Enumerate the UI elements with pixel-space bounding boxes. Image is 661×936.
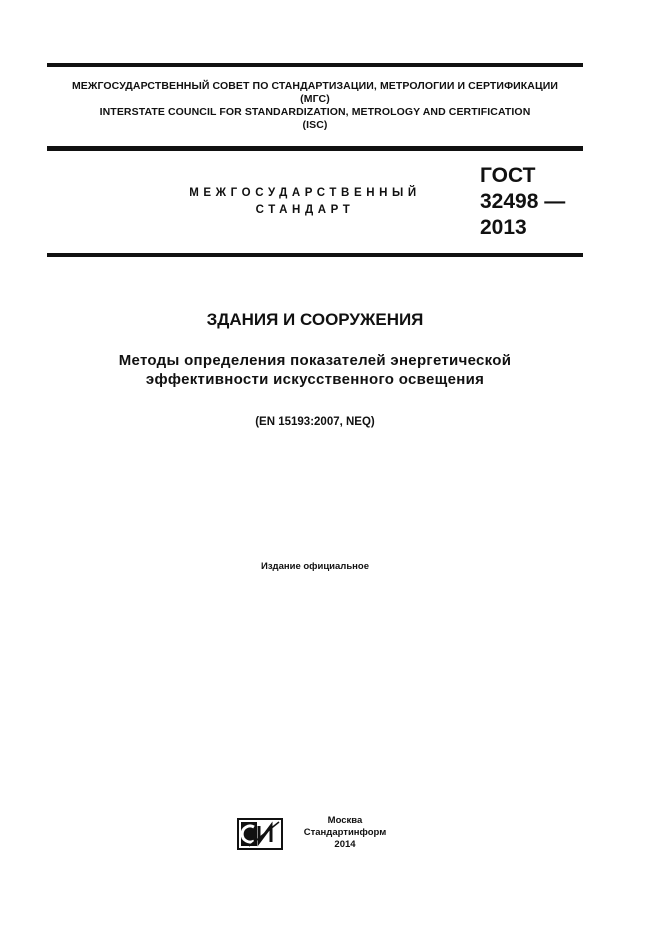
council-header [47, 80, 583, 132]
subtitle-line2: эффективности искусственного освещения [145, 371, 485, 388]
publisher-city: Москва [327, 815, 363, 826]
top-rule [47, 63, 583, 67]
standard-code: ГОСТ [480, 164, 536, 187]
document-title: ЗДАНИЯ И СООРУЖЕНИЯ [206, 310, 424, 329]
council-name-en: INTERSTATE COUNCIL FOR STANDARDIZATION, METROLOGY AND CERTIFICATION [99, 106, 531, 118]
edition-note: Издание официальное [261, 561, 369, 572]
document-subtitle [47, 351, 583, 389]
publisher-name: Стандартинформ [303, 827, 387, 838]
standard-number: 32498 — [480, 190, 566, 213]
standard-year: 2013 [480, 216, 527, 239]
bottom-rule [47, 253, 583, 257]
middle-rule [47, 146, 583, 151]
standard-kind [150, 185, 460, 219]
publisher-year: 2014 [334, 839, 356, 850]
council-abbr-ru: (МГС) [300, 93, 330, 105]
subtitle-line1: Методы определения показателей энергетической [118, 352, 512, 369]
standard-designation [480, 163, 565, 241]
publisher-imprint [290, 815, 400, 851]
standard-kind-line1: МЕЖГОСУДАРСТВЕННЫЙ [189, 187, 421, 199]
reference-standard: (EN 15193:2007, NEQ) [255, 416, 375, 428]
council-abbr-en: (ISC) [302, 119, 328, 131]
council-name-ru: МЕЖГОСУДАРСТВЕННЫЙ СОВЕТ ПО СТАНДАРТИЗАЦИИ, МЕТРОЛОГИИ И СЕРТИФИКАЦИИ [71, 80, 559, 92]
standartinform-logo-icon [237, 818, 283, 850]
standard-kind-line2: СТАНДАРТ [255, 204, 355, 216]
